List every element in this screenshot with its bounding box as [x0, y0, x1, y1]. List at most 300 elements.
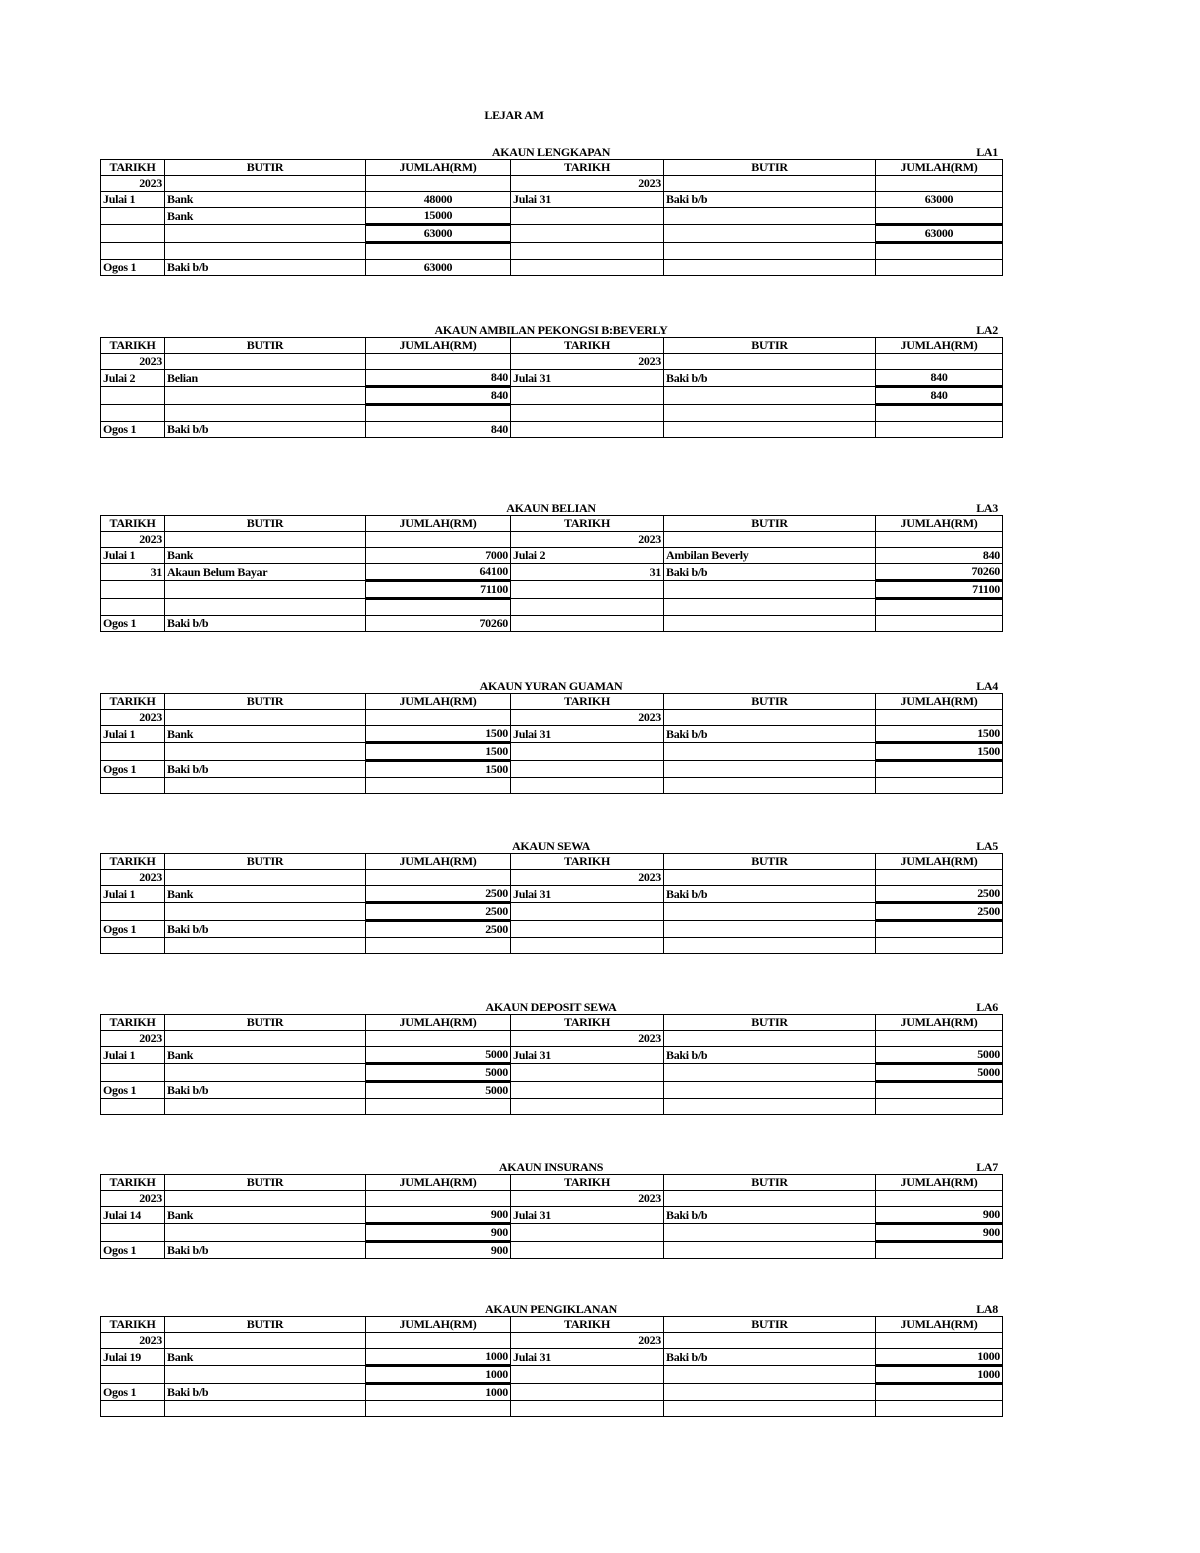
- ledger-table: [100, 159, 1003, 276]
- description-cell: Bank: [165, 192, 366, 208]
- column-header: BUTIR: [664, 1175, 876, 1191]
- ledger-table: [100, 1316, 1003, 1417]
- date-cell: [511, 225, 664, 243]
- account-name: AKAUN PENGIKLANAN: [485, 1302, 617, 1316]
- amount-cell: 900: [366, 1242, 511, 1259]
- description-cell: [165, 743, 366, 761]
- date-cell: [101, 1224, 165, 1242]
- date-cell: Ogos 1: [101, 1242, 165, 1259]
- column-header: TARIKH: [511, 1175, 664, 1191]
- date-cell: Ogos 1: [101, 260, 165, 276]
- column-header: JUMLAH(RM): [366, 1015, 511, 1031]
- table-row: [101, 1207, 1003, 1224]
- column-header: JUMLAH(RM): [876, 160, 1003, 176]
- account-header: [100, 1160, 1002, 1174]
- amount-cell: [876, 1191, 1003, 1207]
- description-cell: [664, 1224, 876, 1242]
- table-row: [101, 581, 1003, 599]
- description-cell: Baki b/b: [664, 1349, 876, 1366]
- account-la5: [100, 839, 1002, 954]
- description-cell: [165, 1064, 366, 1082]
- description-cell: Baki b/b: [664, 1207, 876, 1224]
- description-cell: [165, 1333, 366, 1349]
- account-name: AKAUN LENGKAPAN: [491, 145, 611, 159]
- date-cell: 31: [511, 564, 664, 581]
- amount-cell: 1000: [366, 1366, 511, 1384]
- ledger-table: [100, 853, 1003, 954]
- description-cell: [165, 778, 366, 794]
- description-cell: [664, 1242, 876, 1259]
- description-cell: [664, 243, 876, 260]
- description-cell: [664, 354, 876, 370]
- ledger-table: [100, 515, 1003, 632]
- account-la2: [100, 323, 1002, 438]
- date-cell: [511, 1242, 664, 1259]
- description-cell: [664, 870, 876, 886]
- column-header: BUTIR: [664, 1015, 876, 1031]
- date-cell: Ogos 1: [101, 422, 165, 438]
- table-row: [101, 405, 1003, 422]
- table-row: [101, 710, 1003, 726]
- description-cell: [664, 1366, 876, 1384]
- description-cell: [664, 1082, 876, 1099]
- amount-cell: [876, 532, 1003, 548]
- column-header: JUMLAH(RM): [876, 338, 1003, 354]
- amount-cell: 2500: [366, 921, 511, 938]
- account-header: [100, 679, 1002, 693]
- date-cell: [101, 1366, 165, 1384]
- description-cell: Belian: [165, 370, 366, 387]
- column-header: TARIKH: [511, 516, 664, 532]
- amount-cell: [876, 599, 1003, 616]
- description-cell: Baki b/b: [165, 260, 366, 276]
- column-header: JUMLAH(RM): [366, 1175, 511, 1191]
- date-cell: 2023: [101, 1191, 165, 1207]
- amount-cell: 7000: [366, 548, 511, 564]
- amount-cell: 5000: [366, 1082, 511, 1099]
- date-cell: 2023: [511, 1333, 664, 1349]
- description-cell: [664, 422, 876, 438]
- column-header: JUMLAH(RM): [366, 694, 511, 710]
- amount-cell: 15000: [366, 208, 511, 225]
- amount-cell: [876, 710, 1003, 726]
- account-code: LA1: [976, 145, 998, 159]
- column-header: BUTIR: [165, 854, 366, 870]
- date-cell: [101, 208, 165, 225]
- description-cell: [664, 778, 876, 794]
- description-cell: [165, 710, 366, 726]
- column-header: BUTIR: [664, 854, 876, 870]
- account-la1: [100, 145, 1002, 276]
- table-row: [101, 726, 1003, 743]
- column-header: JUMLAH(RM): [876, 694, 1003, 710]
- date-cell: [511, 1366, 664, 1384]
- date-cell: [511, 581, 664, 599]
- amount-cell: [366, 1031, 511, 1047]
- date-cell: 2023: [511, 176, 664, 192]
- date-cell: Julai 31: [511, 1207, 664, 1224]
- account-name: AKAUN BELIAN: [506, 501, 596, 515]
- account-la6: [100, 1000, 1002, 1115]
- amount-cell: [366, 710, 511, 726]
- column-header: JUMLAH(RM): [366, 338, 511, 354]
- date-cell: [511, 208, 664, 225]
- amount-cell: 63000: [366, 225, 511, 243]
- amount-cell: 1500: [876, 743, 1003, 761]
- date-cell: [511, 616, 664, 632]
- amount-cell: [876, 243, 1003, 260]
- column-header: JUMLAH(RM): [876, 1175, 1003, 1191]
- date-cell: [511, 260, 664, 276]
- ledger-table: [100, 1014, 1003, 1115]
- amount-cell: [876, 1401, 1003, 1417]
- amount-cell: 1500: [876, 726, 1003, 743]
- amount-cell: [366, 1191, 511, 1207]
- column-header: BUTIR: [165, 516, 366, 532]
- amount-cell: [366, 532, 511, 548]
- amount-cell: 5000: [366, 1064, 511, 1082]
- amount-cell: [366, 243, 511, 260]
- amount-cell: [366, 1333, 511, 1349]
- account-code: LA7: [976, 1160, 998, 1174]
- column-header: BUTIR: [165, 1317, 366, 1333]
- description-cell: Baki b/b: [165, 422, 366, 438]
- amount-cell: [366, 778, 511, 794]
- column-header: JUMLAH(RM): [876, 854, 1003, 870]
- table-row: [101, 616, 1003, 632]
- table-row: [101, 1031, 1003, 1047]
- account-code: LA5: [976, 839, 998, 853]
- date-cell: Julai 31: [511, 1047, 664, 1064]
- date-cell: [101, 405, 165, 422]
- date-cell: 2023: [511, 870, 664, 886]
- table-row: [101, 387, 1003, 405]
- column-header: BUTIR: [165, 1015, 366, 1031]
- description-cell: [664, 761, 876, 778]
- account-code: LA3: [976, 501, 998, 515]
- account-name: AKAUN INSURANS: [498, 1160, 604, 1174]
- header-row: [101, 1175, 1003, 1191]
- date-cell: [511, 405, 664, 422]
- amount-cell: [876, 1333, 1003, 1349]
- table-row: [101, 778, 1003, 794]
- amount-cell: 900: [366, 1207, 511, 1224]
- table-row: [101, 1242, 1003, 1259]
- amount-cell: 900: [366, 1224, 511, 1242]
- date-cell: [101, 1099, 165, 1115]
- date-cell: [511, 243, 664, 260]
- description-cell: Baki b/b: [165, 1384, 366, 1401]
- date-cell: Julai 2: [511, 548, 664, 564]
- amount-cell: 2500: [366, 886, 511, 903]
- date-cell: 2023: [511, 1031, 664, 1047]
- account-header: [100, 501, 1002, 515]
- table-row: [101, 564, 1003, 581]
- date-cell: 2023: [101, 176, 165, 192]
- amount-cell: 5000: [876, 1064, 1003, 1082]
- amount-cell: 63000: [876, 192, 1003, 208]
- date-cell: Ogos 1: [101, 616, 165, 632]
- account-header: [100, 1302, 1002, 1316]
- column-header: TARIKH: [101, 694, 165, 710]
- amount-cell: [366, 870, 511, 886]
- amount-cell: 840: [876, 387, 1003, 405]
- column-header: TARIKH: [511, 854, 664, 870]
- description-cell: [165, 581, 366, 599]
- description-cell: Ambilan Beverly: [664, 548, 876, 564]
- header-row: [101, 338, 1003, 354]
- table-row: [101, 903, 1003, 921]
- amount-cell: [366, 938, 511, 954]
- amount-cell: [876, 405, 1003, 422]
- ledger-table: [100, 1174, 1003, 1259]
- date-cell: Julai 31: [511, 726, 664, 743]
- date-cell: [511, 599, 664, 616]
- amount-cell: [876, 1099, 1003, 1115]
- date-cell: 2023: [511, 1191, 664, 1207]
- date-cell: [101, 903, 165, 921]
- date-cell: [511, 1064, 664, 1082]
- date-cell: 2023: [101, 1031, 165, 1047]
- description-cell: [664, 710, 876, 726]
- amount-cell: 1000: [876, 1366, 1003, 1384]
- amount-cell: 1000: [366, 1349, 511, 1366]
- amount-cell: 5000: [876, 1047, 1003, 1064]
- description-cell: Bank: [165, 1047, 366, 1064]
- date-cell: [101, 1401, 165, 1417]
- column-header: BUTIR: [664, 160, 876, 176]
- table-row: [101, 225, 1003, 243]
- date-cell: 31: [101, 564, 165, 581]
- column-header: TARIKH: [511, 1015, 664, 1031]
- amount-cell: 64100: [366, 564, 511, 581]
- column-header: BUTIR: [165, 338, 366, 354]
- account-la8: [100, 1302, 1002, 1417]
- account-header: [100, 1000, 1002, 1014]
- amount-cell: 1500: [366, 726, 511, 743]
- amount-cell: [876, 1384, 1003, 1401]
- description-cell: [165, 405, 366, 422]
- date-cell: [511, 903, 664, 921]
- description-cell: [664, 1031, 876, 1047]
- date-cell: 2023: [511, 532, 664, 548]
- amount-cell: 71100: [366, 581, 511, 599]
- date-cell: [101, 581, 165, 599]
- table-row: [101, 938, 1003, 954]
- column-header: BUTIR: [664, 1317, 876, 1333]
- description-cell: [664, 938, 876, 954]
- column-header: TARIKH: [101, 1015, 165, 1031]
- date-cell: 2023: [511, 710, 664, 726]
- date-cell: Julai 1: [101, 1047, 165, 1064]
- amount-cell: 5000: [366, 1047, 511, 1064]
- account-code: LA2: [976, 323, 998, 337]
- description-cell: [664, 1384, 876, 1401]
- date-cell: [101, 778, 165, 794]
- column-header: BUTIR: [664, 516, 876, 532]
- column-header: TARIKH: [511, 1317, 664, 1333]
- date-cell: Julai 31: [511, 1349, 664, 1366]
- table-row: [101, 192, 1003, 208]
- description-cell: [664, 1191, 876, 1207]
- description-cell: [165, 1031, 366, 1047]
- amount-cell: [876, 616, 1003, 632]
- table-row: [101, 599, 1003, 616]
- amount-cell: [876, 938, 1003, 954]
- column-header: TARIKH: [101, 338, 165, 354]
- description-cell: Baki b/b: [165, 1242, 366, 1259]
- description-cell: [664, 1401, 876, 1417]
- amount-cell: [876, 422, 1003, 438]
- table-row: [101, 370, 1003, 387]
- table-row: [101, 243, 1003, 260]
- description-cell: Baki b/b: [165, 921, 366, 938]
- table-row: [101, 208, 1003, 225]
- date-cell: Ogos 1: [101, 761, 165, 778]
- column-header: BUTIR: [165, 160, 366, 176]
- description-cell: [664, 225, 876, 243]
- description-cell: Baki b/b: [664, 726, 876, 743]
- amount-cell: 1500: [366, 761, 511, 778]
- account-la3: [100, 501, 1002, 632]
- column-header: BUTIR: [664, 694, 876, 710]
- page-title: LEJAR AM: [484, 108, 544, 122]
- header-row: [101, 694, 1003, 710]
- header-row: [101, 1015, 1003, 1031]
- column-header: TARIKH: [101, 1175, 165, 1191]
- date-cell: [511, 1099, 664, 1115]
- description-cell: [165, 387, 366, 405]
- amount-cell: 2500: [876, 903, 1003, 921]
- amount-cell: [876, 208, 1003, 225]
- column-header: BUTIR: [165, 694, 366, 710]
- amount-cell: 840: [876, 370, 1003, 387]
- header-row: [101, 160, 1003, 176]
- table-row: [101, 1191, 1003, 1207]
- table-row: [101, 1082, 1003, 1099]
- date-cell: [511, 1401, 664, 1417]
- amount-cell: 1000: [366, 1384, 511, 1401]
- date-cell: [511, 422, 664, 438]
- description-cell: [165, 938, 366, 954]
- account-code: LA8: [976, 1302, 998, 1316]
- account-code: LA4: [976, 679, 998, 693]
- description-cell: [664, 176, 876, 192]
- description-cell: [664, 921, 876, 938]
- column-header: BUTIR: [165, 1175, 366, 1191]
- amount-cell: 840: [366, 422, 511, 438]
- amount-cell: [366, 176, 511, 192]
- column-header: BUTIR: [664, 338, 876, 354]
- date-cell: [511, 761, 664, 778]
- amount-cell: [366, 599, 511, 616]
- table-row: [101, 1064, 1003, 1082]
- column-header: TARIKH: [101, 160, 165, 176]
- column-header: JUMLAH(RM): [366, 160, 511, 176]
- description-cell: [664, 1333, 876, 1349]
- table-row: [101, 176, 1003, 192]
- table-row: [101, 422, 1003, 438]
- date-cell: 2023: [101, 710, 165, 726]
- amount-cell: 70260: [876, 564, 1003, 581]
- description-cell: [165, 176, 366, 192]
- description-cell: Bank: [165, 726, 366, 743]
- amount-cell: [876, 778, 1003, 794]
- date-cell: [511, 387, 664, 405]
- description-cell: Baki b/b: [165, 761, 366, 778]
- description-cell: [165, 1191, 366, 1207]
- date-cell: [511, 1082, 664, 1099]
- date-cell: 2023: [101, 532, 165, 548]
- table-row: [101, 1333, 1003, 1349]
- date-cell: [511, 743, 664, 761]
- date-cell: [101, 599, 165, 616]
- amount-cell: 840: [876, 548, 1003, 564]
- date-cell: [101, 1064, 165, 1082]
- description-cell: [664, 581, 876, 599]
- description-cell: Bank: [165, 1349, 366, 1366]
- account-header: [100, 839, 1002, 853]
- date-cell: Ogos 1: [101, 921, 165, 938]
- date-cell: Julai 31: [511, 370, 664, 387]
- date-cell: Julai 2: [101, 370, 165, 387]
- table-row: [101, 870, 1003, 886]
- description-cell: [664, 387, 876, 405]
- description-cell: [664, 532, 876, 548]
- table-row: [101, 1047, 1003, 1064]
- description-cell: [664, 616, 876, 632]
- description-cell: [165, 870, 366, 886]
- description-cell: [165, 1366, 366, 1384]
- description-cell: [165, 599, 366, 616]
- description-cell: [664, 1099, 876, 1115]
- amount-cell: [876, 354, 1003, 370]
- table-row: [101, 886, 1003, 903]
- description-cell: [165, 1224, 366, 1242]
- date-cell: [101, 243, 165, 260]
- account-name: AKAUN AMBILAN PEKONGSI B:BEVERLY: [434, 323, 668, 337]
- date-cell: [511, 921, 664, 938]
- description-cell: Bank: [165, 208, 366, 225]
- column-header: JUMLAH(RM): [876, 1317, 1003, 1333]
- column-header: TARIKH: [511, 338, 664, 354]
- table-row: [101, 532, 1003, 548]
- table-row: [101, 1366, 1003, 1384]
- table-row: [101, 1099, 1003, 1115]
- amount-cell: [876, 260, 1003, 276]
- description-cell: [165, 243, 366, 260]
- table-row: [101, 1401, 1003, 1417]
- description-cell: Baki b/b: [664, 886, 876, 903]
- description-cell: [664, 208, 876, 225]
- table-row: [101, 1224, 1003, 1242]
- ledger-table: [100, 693, 1003, 794]
- column-header: JUMLAH(RM): [366, 854, 511, 870]
- description-cell: [664, 599, 876, 616]
- date-cell: Julai 31: [511, 192, 664, 208]
- column-header: JUMLAH(RM): [366, 516, 511, 532]
- column-header: TARIKH: [511, 694, 664, 710]
- date-cell: Julai 1: [101, 726, 165, 743]
- column-header: TARIKH: [101, 1317, 165, 1333]
- account-name: AKAUN YURAN GUAMAN: [479, 679, 623, 693]
- date-cell: [511, 938, 664, 954]
- account-name: AKAUN SEWA: [511, 839, 590, 853]
- column-header: JUMLAH(RM): [876, 516, 1003, 532]
- amount-cell: [876, 1031, 1003, 1047]
- amount-cell: 63000: [366, 260, 511, 276]
- amount-cell: 840: [366, 370, 511, 387]
